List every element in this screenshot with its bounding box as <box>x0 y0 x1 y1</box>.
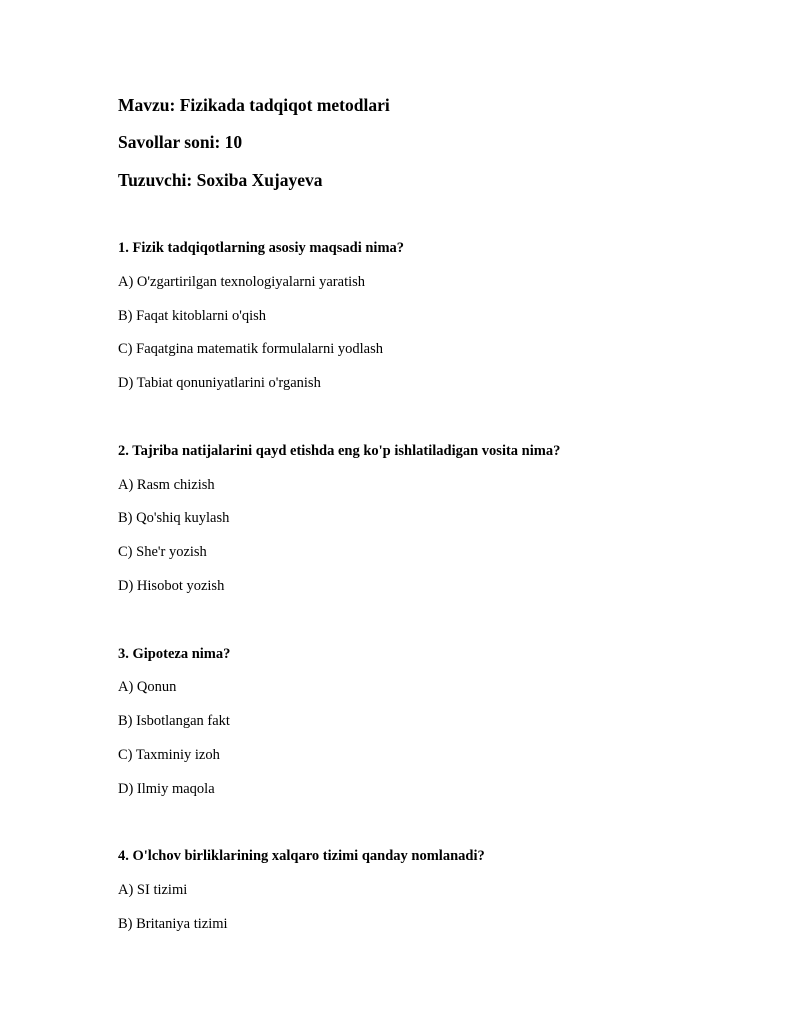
question-text: 2. Tajriba natijalarini qayd etishda eng ko'p ishlatiladigan vosita nima? <box>118 443 561 459</box>
topic-heading: Mavzu: Fizikada tadqiqot metodlari <box>118 95 390 115</box>
option-d: D) Hisobot yozish <box>118 578 225 594</box>
option-b: B) Britaniya tizimi <box>118 916 228 932</box>
author-heading: Tuzuvchi: Soxiba Xujayeva <box>118 170 323 190</box>
option-c: C) Taxminiy izoh <box>118 747 220 763</box>
option-d: D) Tabiat qonuniyatlarini o'rganish <box>118 375 321 391</box>
option-c: C) Faqatgina matematik formulalarni yodlash <box>118 341 383 357</box>
option-c: C) She'r yozish <box>118 544 207 560</box>
question-text: 1. Fizik tadqiqotlarning asosiy maqsadi nima? <box>118 240 405 256</box>
question-count-heading: Savollar soni: 10 <box>118 132 243 152</box>
option-b: B) Qo'shiq kuylash <box>118 510 230 526</box>
option-a: A) SI tizimi <box>118 882 188 898</box>
option-a: A) Qonun <box>118 679 177 695</box>
option-a: A) Rasm chizish <box>118 477 215 493</box>
option-b: B) Faqat kitoblarni o'qish <box>118 308 267 324</box>
option-a: A) O'zgartirilgan texnologiyalarni yaratish <box>118 274 366 290</box>
question-text: 4. O'lchov birliklarining xalqaro tizimi qanday nomlanadi? <box>118 848 485 864</box>
option-b: B) Isbotlangan fakt <box>118 713 230 729</box>
question-text: 3. Gipoteza nima? <box>118 646 231 662</box>
option-d: D) Ilmiy maqola <box>118 781 215 797</box>
